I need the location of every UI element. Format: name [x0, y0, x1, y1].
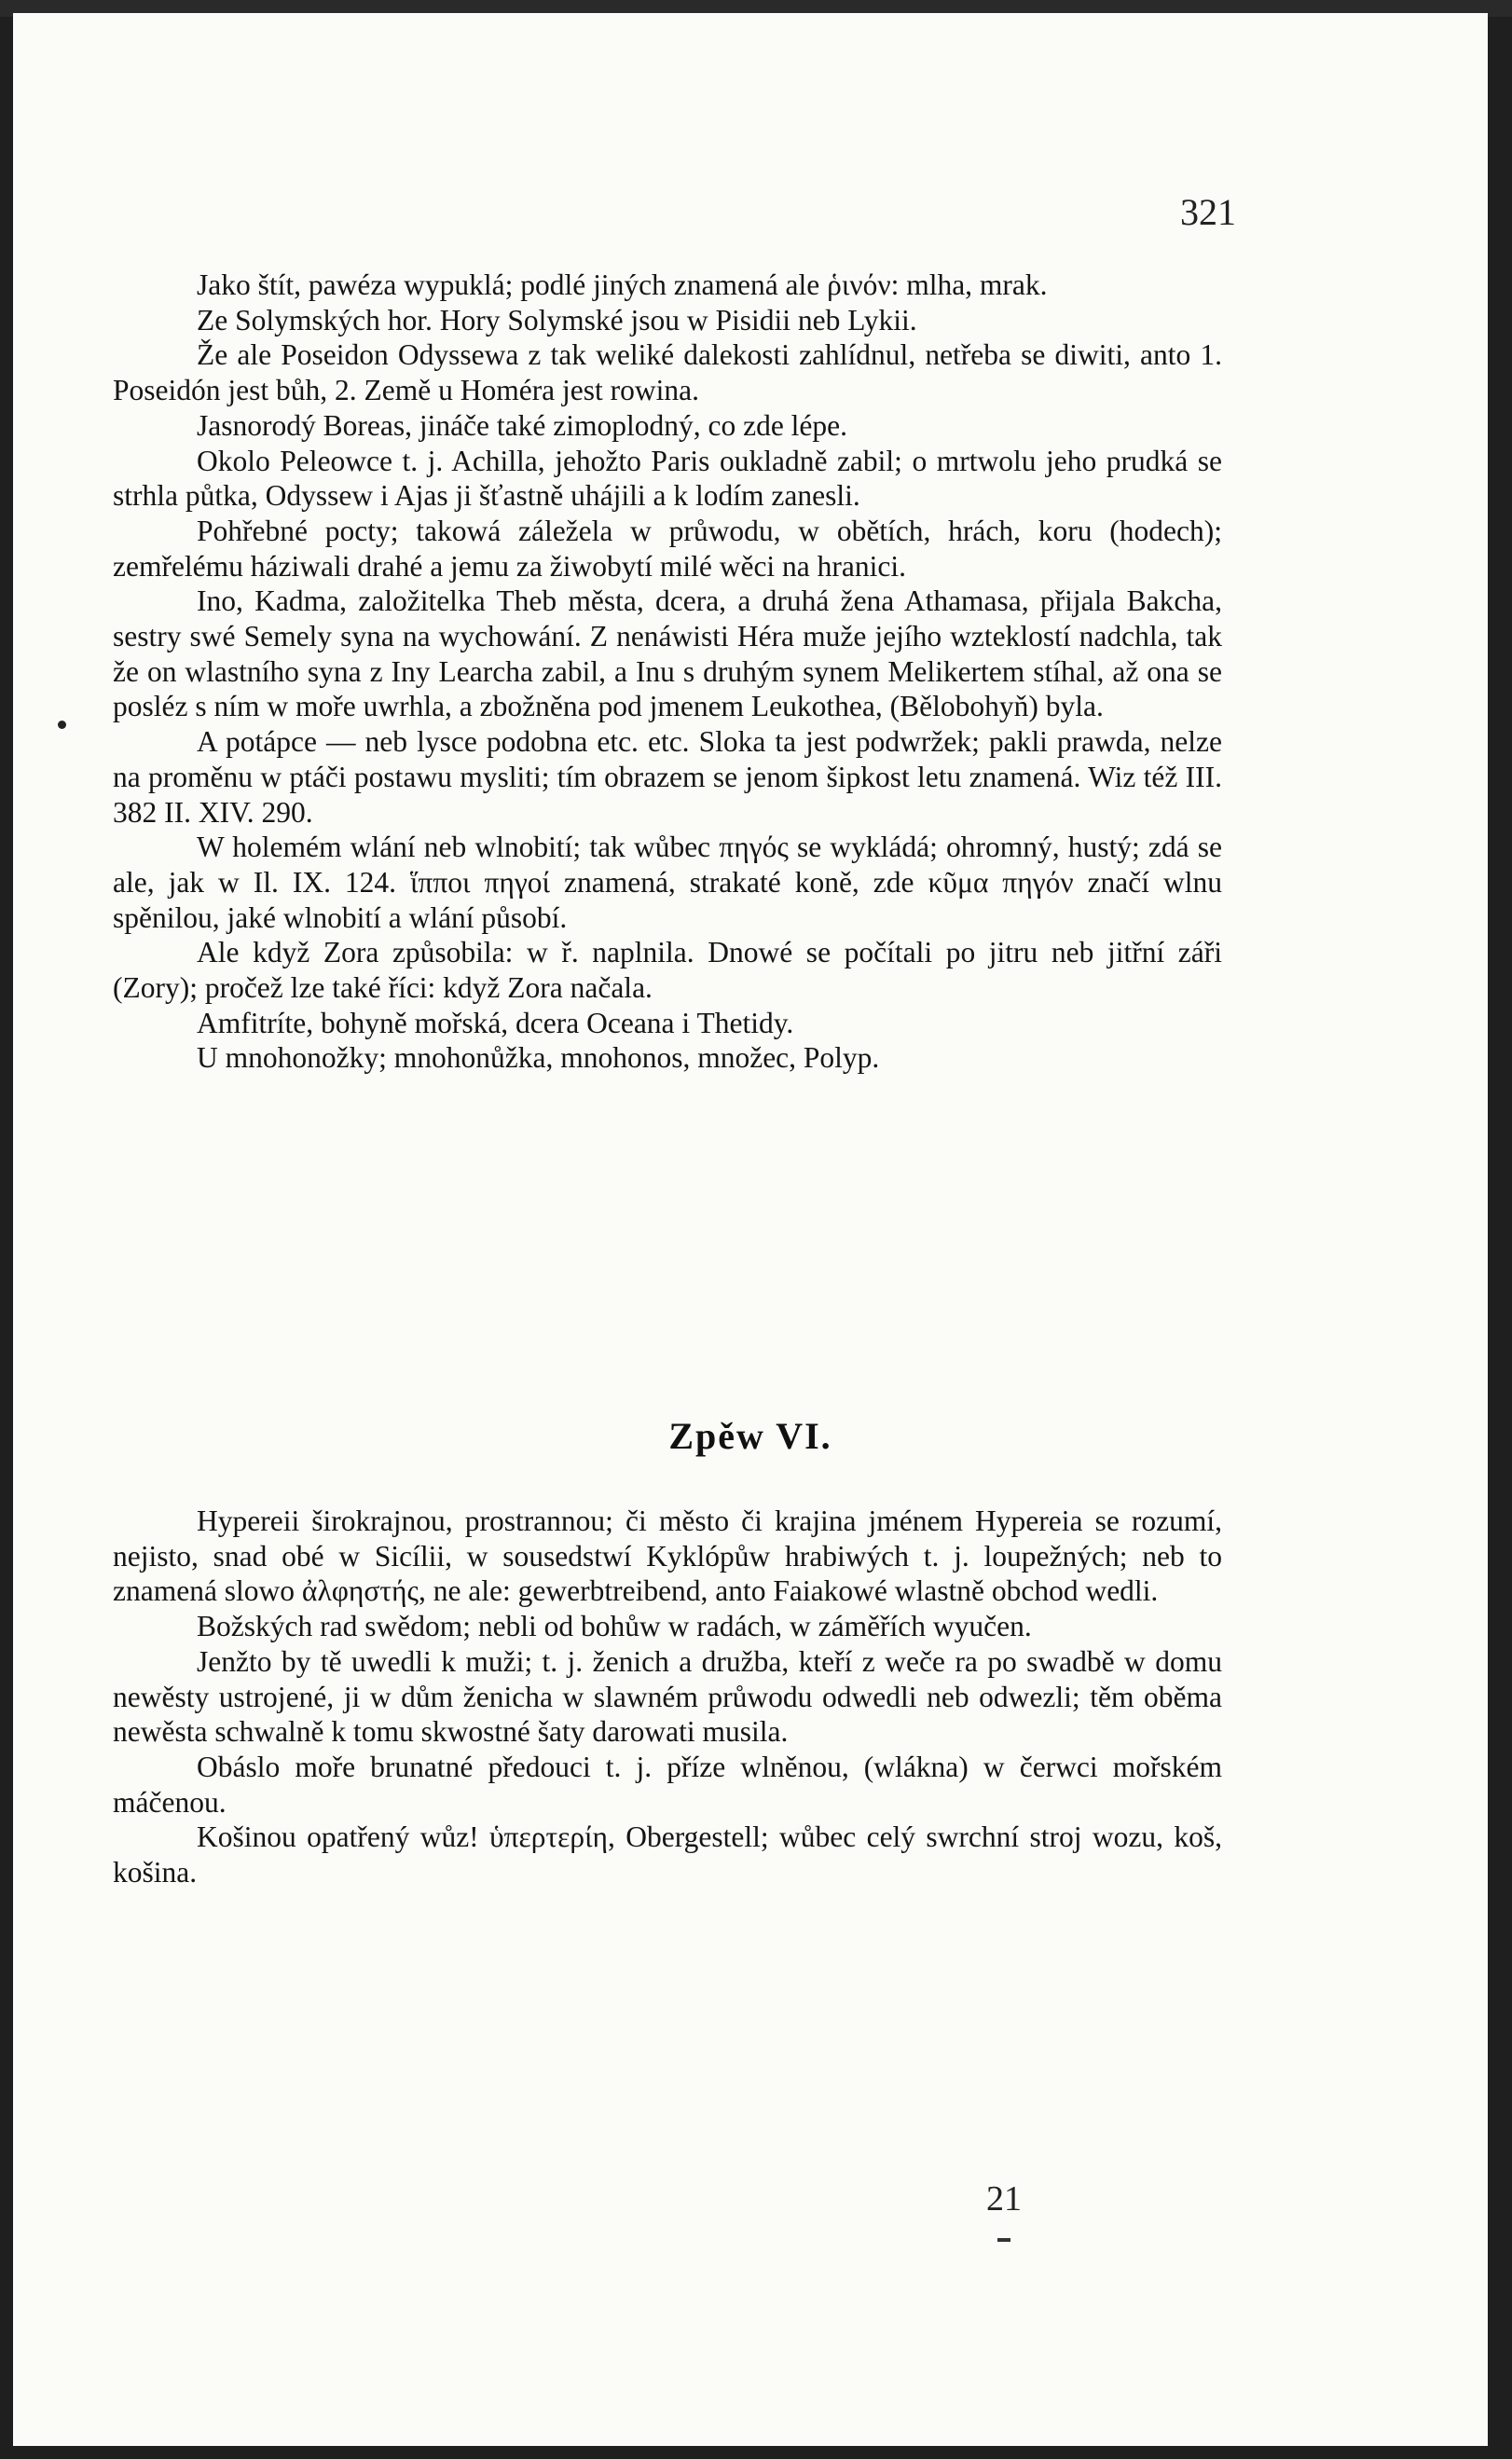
signature-dash — [997, 2238, 1010, 2242]
note-paragraph: Pohřebné pocty; takowá záležela w průwodu, w obětích, hrách, koru (hodech); zemřelému háziwali drahé a jemu za žiwobytí milé wěci na hranici. — [113, 514, 1222, 583]
chapter-heading: Zpěw VI. — [668, 1415, 832, 1457]
note-paragraph: Jenžto by tě uwedli k muži; t. j. ženich a družba, kteří z weče ra po swadbě w domu newěsty ustrojené, ji w dům ženicha w slawném průwodu odwedli neb odwezli; těm oběma newěsta schwalně k tomu skwostné šaty darowati musila. — [113, 1644, 1222, 1749]
note-paragraph: Košinou opatřený wůz! ὑπερτερίη, Obergestell; wůbec celý swrchní stroj wozu, koš, košina. — [113, 1820, 1222, 1889]
margin-dot — [58, 721, 66, 729]
note-paragraph: Jasnorodý Boreas, jináče také zimoplodný, co zde lépe. — [197, 408, 848, 442]
note-paragraph: Obáslo moře brunatné předouci t. j. příze wlněnou, (wlákna) w čerwci mořském máčenou. — [113, 1750, 1222, 1819]
note-paragraph: Ze Solymských hor. Hory Solymské jsou w Pisidii neb Lykii. — [197, 303, 917, 337]
signature-mark: 21 — [986, 2179, 1022, 2219]
note-paragraph: U mnohonožky; mnohonůžka, mnohonos, množec, Polyp. — [197, 1041, 880, 1075]
note-paragraph: Ale když Zora způsobila: w ř. naplnila. Dnowé se počítali po jitru neb jitřní záři (Zory); pročež lze také říci: když Zora načala. — [113, 936, 1222, 1005]
note-paragraph: Ino, Kadma, založitelka Theb města, dcera, a druhá žena Athamasa, přijala Bakcha, sestry swé Semely syna na wychowání. Z nenáwisti Héra muže jejího wzteklostí nadchla, tak že on wlastního syna z Iny Learcha zabil, a Inu s druhým synem Melikertem stíhal, až ona se posléz s ním w moře uwrhla, a zbožněna pod jmenem Leukothea, (Bělobohyň) byla. — [113, 584, 1222, 723]
page-number: 321 — [1180, 191, 1236, 233]
note-paragraph: Božských rad swědom; nebli od bohůw w radách, w záměřích wyučen. — [197, 1610, 1032, 1643]
note-paragraph: A potápce — neb lysce podobna etc. etc. Sloka ta jest podwržek; pakli prawda, nelze na proměnu w ptáči postawu mysliti; tím obrazem se jenom šipkost letu znamená. Wiz též III. 382 II. XIV. 290. — [113, 725, 1222, 829]
note-paragraph: Že ale Poseidon Odyssewa z tak weliké dalekosti zahlídnul, netřeba se diwiti, anto 1. Poseidón jest bůh, 2. Země u Homéra jest rowina. — [113, 338, 1222, 407]
note-paragraph: W holemém wlání neb wlnobití; tak wůbec πηγός se wykládá; ohromný, hustý; zdá se ale, jak w Il. IX. 124. ἵπποι πηγοί znamená, strakaté koně, zde κῦμα πηγόν značí wlnu spěnilou, jaké wlnobití a wlání působí. — [113, 831, 1222, 934]
note-paragraph: Hypereii širokrajnou, prostrannou; či město či krajina jménem Hypereia se rozumí, nejisto, snad obé w Sicílii, w sousedstwí Kyklópůw hrabiwých t. j. loupežných; neb to znamená slowo ἀλφηστής, ne ale: gewerbtreibend, anto Faiakowé wlastně obchod wedli. — [113, 1504, 1222, 1608]
note-paragraph: Okolo Peleowce t. j. Achilla, jehožto Paris oukladně zabil; o mrtwolu jeho prudká se strhla půtka, Odyssew i Ajas ji šťastně uhájili a k lodím zanesli. — [113, 444, 1222, 513]
note-paragraph: Amfitríte, bohyně mořská, dcera Oceana i Thetidy. — [197, 1006, 794, 1039]
book-page — [13, 13, 1488, 2446]
notes-section-top — [113, 268, 1222, 1076]
note-paragraph: Jako štít, pawéza wypuklá; podlé jiných znamená ale ῥινόν: mlha, mrak. — [197, 268, 1048, 301]
notes-section-bottom — [113, 1504, 1222, 1890]
